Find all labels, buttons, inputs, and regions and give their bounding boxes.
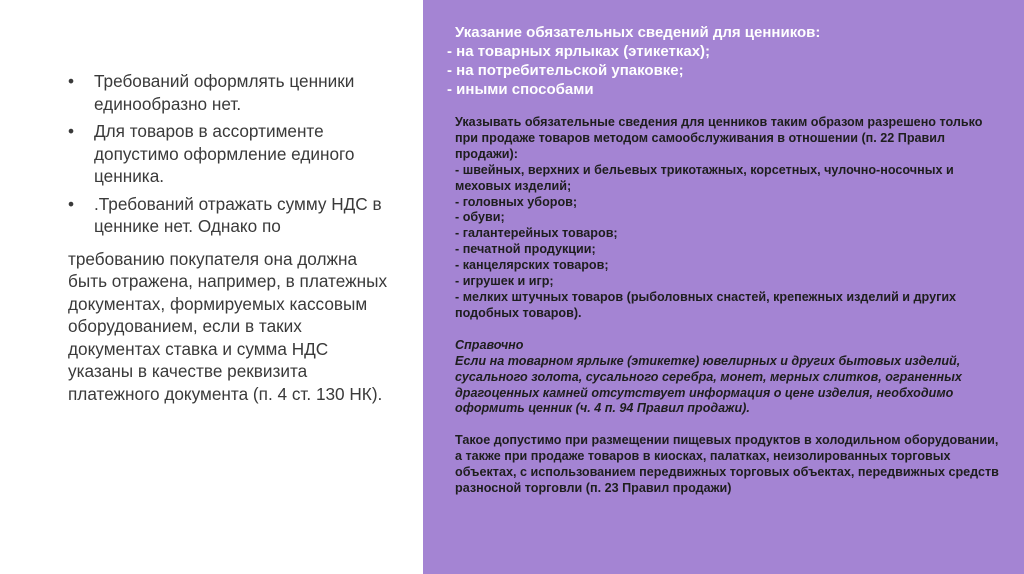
goods-list-item: - печатной продукции;	[455, 242, 596, 257]
intro-paragraph: Указывать обязательные сведения для ценников таким образом разрешено только при продаже товаров методом самообслуживания в отношении (п. 22 Правил продажи):	[455, 115, 983, 161]
bullet-item	[68, 70, 398, 115]
goods-list-item: - швейных, верхних и бельевых трикотажных, корсетных, чулочно-носочных и меховых изделий;	[455, 162, 954, 193]
header-line: - на товарных ярлыках (этикетках);	[447, 43, 711, 60]
left-text-column	[68, 70, 398, 405]
panel-body	[455, 115, 1000, 497]
goods-list-item: - мелких штучных товаров (рыболовных снастей, крепежных изделий и других подобных товаров).	[455, 289, 957, 320]
goods-list-item: - канцелярских товаров;	[455, 258, 609, 273]
info-panel	[423, 0, 1024, 574]
bullet-dot: •	[68, 193, 75, 214]
bullet-dot: •	[68, 71, 75, 91]
bullet-item	[68, 193, 398, 238]
goods-list-item: - головных уборов;	[455, 194, 578, 209]
final-paragraph: Такое допустимо при размещении пищевых продуктов в холодильном оборудовании, а также при продаже товаров в киосках, палатках, неизолированных торговых объектах, с использованием передвижных торговых объектах, передвижных средств разносной торговли (п. 23 Правил продажи)	[455, 433, 999, 496]
goods-list	[455, 163, 1000, 322]
note-text: Если на товарном ярлыке (этикетке) ювелирных и других бытовых изделий, сусального золота, сусального серебра, монет, мерных слитков, ограненных драгоценных камней отсутствует информация о цене изделия, необходимо оформить ценник (ч. 4 п. 94 Правил продажи).	[455, 353, 962, 416]
bullet-text: .Требований отражать сумму НДС в ценнике нет. Однако по	[94, 193, 382, 236]
goods-list-item: - обуви;	[455, 210, 505, 225]
goods-list-item: - галантерейных товаров;	[455, 226, 618, 241]
bullet-text: Для товаров в ассортименте допустимо оформление единого ценника.	[94, 121, 355, 186]
continuation-paragraph: требованию покупателя она должна быть отражена, например, в платежных документах, формируемых кассовым оборудованием, если в таких документах ставка и сумма НДС указаны в качестве реквизита платежного документа (п. 4 ст. 130 НК).	[68, 248, 388, 404]
goods-list-item: - игрушек и игр;	[455, 274, 554, 289]
bullet-dot: •	[68, 121, 75, 141]
header-line: - на потребительской упаковке;	[447, 62, 684, 79]
header-line: - иными способами	[447, 81, 594, 98]
panel-header	[447, 23, 1007, 99]
bullet-text: Требований оформлять ценники единообразно нет.	[94, 71, 355, 114]
note-title: Справочно	[455, 337, 524, 352]
bullet-list	[68, 70, 398, 238]
header-title: Указание обязательных сведений для ценников:	[455, 24, 821, 41]
bullet-item	[68, 120, 398, 188]
